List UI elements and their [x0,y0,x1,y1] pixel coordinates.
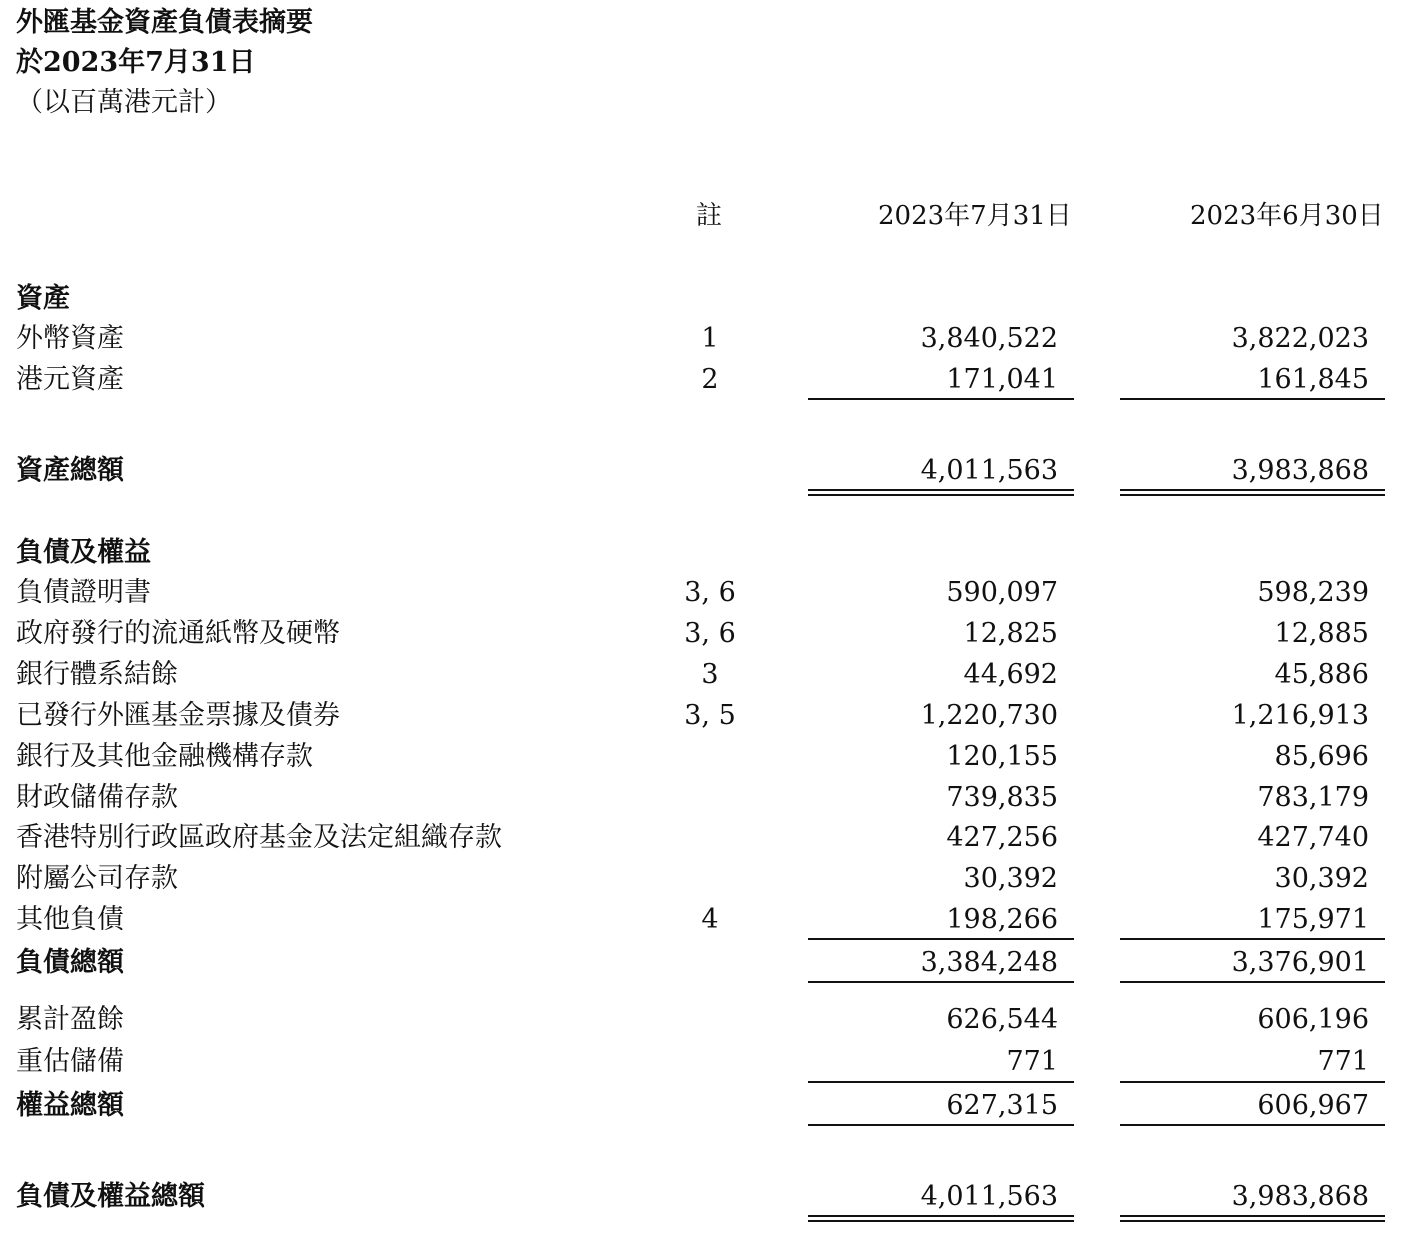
row-value-col2: 3,983,868 [1231,455,1369,486]
column-header-date-2: 2023年6月30日 [1190,201,1384,231]
row-label: 權益總額 [16,1090,124,1121]
row-value-col1: 171,041 [946,364,1058,395]
row-value-col2: 3,822,023 [1231,323,1369,354]
row-value-col2: 606,967 [1257,1090,1369,1121]
row-note: 4 [701,904,719,935]
row-label: 香港特別行政區政府基金及法定組織存款 [16,822,502,853]
row-label: 負債及權益總額 [16,1181,205,1212]
row-label: 負債總額 [16,947,124,978]
row-value-col1: 4,011,563 [920,1181,1058,1212]
row-note: 3, 6 [684,618,736,649]
section-heading-liabilities [0,534,1401,572]
row-label: 其他負債 [16,904,124,935]
document-title: 外匯基金資產負債表摘要 [16,7,313,38]
table-row [0,819,1401,857]
row-label: 附屬公司存款 [16,863,178,894]
row-value-col2: 175,971 [1257,904,1369,935]
row-value-col1: 30,392 [963,863,1058,894]
table-row [0,901,1401,939]
table-row [0,574,1401,612]
row-value-col1: 3,840,522 [920,323,1058,354]
row-value-col2: 1,216,913 [1231,700,1369,731]
row-value-col1: 198,266 [946,904,1058,935]
document-unit: （以百萬港元計） [16,87,232,118]
row-value-col1: 626,544 [946,1004,1058,1035]
double-rule [1120,489,1385,496]
row-note: 3, 6 [684,577,736,608]
row-label: 累計盈餘 [16,1004,124,1035]
table-row [0,779,1401,817]
row-value-col2: 783,179 [1257,782,1369,813]
row-value-col1: 1,220,730 [920,700,1058,731]
document-date: 於2023年7月31日 [16,47,256,78]
row-value-col2: 45,886 [1274,659,1369,690]
row-value-col2: 771 [1317,1046,1369,1077]
table-row [0,697,1401,735]
double-rule [808,489,1074,496]
column-header-note: 註 [696,201,723,231]
row-value-col2: 161,845 [1257,364,1369,395]
row-label: 重估儲備 [16,1046,124,1077]
row-value-col1: 739,835 [946,782,1058,813]
row-value-col2: 598,239 [1257,577,1369,608]
subtotal-rule [808,1081,1074,1083]
row-value-col2: 427,740 [1257,822,1369,853]
table-row [0,1043,1401,1081]
row-label: 港元資產 [16,364,124,395]
row-label: 政府發行的流通紙幣及硬幣 [16,618,340,649]
row-note: 3, 5 [684,700,736,731]
row-note: 3 [701,659,719,690]
row-note: 2 [701,364,719,395]
row-value-col2: 3,983,868 [1231,1181,1369,1212]
row-value-col1: 427,256 [946,822,1058,853]
total-rule [808,1124,1074,1126]
table-row [0,361,1401,399]
row-value-col1: 627,315 [946,1090,1058,1121]
subtotal-rule [808,398,1074,400]
subtotal-rule [808,938,1074,940]
row-value-col1: 4,011,563 [920,455,1058,486]
double-rule [808,1215,1074,1222]
row-value-col1: 120,155 [946,741,1058,772]
total-row-assets [0,452,1401,490]
subtotal-rule [1120,398,1385,400]
table-row [0,656,1401,694]
section-heading-label: 資產 [16,283,70,314]
subtotal-rule [1120,1081,1385,1083]
row-label: 已發行外匯基金票據及債券 [16,700,340,731]
row-value-col1: 590,097 [946,577,1058,608]
table-row [0,1001,1401,1039]
total-rule [1120,981,1385,983]
row-value-col2: 606,196 [1257,1004,1369,1035]
row-value-col1: 771 [1006,1046,1058,1077]
table-row [0,320,1401,358]
total-row-equity [0,1087,1401,1125]
row-value-col2: 30,392 [1274,863,1369,894]
total-row-liabilities [0,944,1401,982]
section-heading-assets [0,280,1401,318]
double-rule [1120,1215,1385,1222]
subtotal-rule [1120,938,1385,940]
section-heading-label: 負債及權益 [16,537,151,568]
row-value-col2: 3,376,901 [1231,947,1369,978]
row-note: 1 [701,323,719,354]
row-label: 負債證明書 [16,577,151,608]
table-row [0,738,1401,776]
total-rule [808,981,1074,983]
total-rule [1120,1124,1385,1126]
row-label: 銀行體系結餘 [16,659,178,690]
row-value-col2: 12,885 [1274,618,1369,649]
table-row [0,615,1401,653]
grand-total-row [0,1178,1401,1216]
row-label: 銀行及其他金融機構存款 [16,741,313,772]
row-label: 財政儲備存款 [16,782,178,813]
row-label: 資產總額 [16,455,124,486]
row-value-col1: 12,825 [963,618,1058,649]
column-header-date-1: 2023年7月31日 [878,201,1072,231]
row-value-col1: 44,692 [963,659,1058,690]
row-label: 外幣資產 [16,323,124,354]
table-row [0,860,1401,898]
row-value-col2: 85,696 [1274,741,1369,772]
row-value-col1: 3,384,248 [920,947,1058,978]
